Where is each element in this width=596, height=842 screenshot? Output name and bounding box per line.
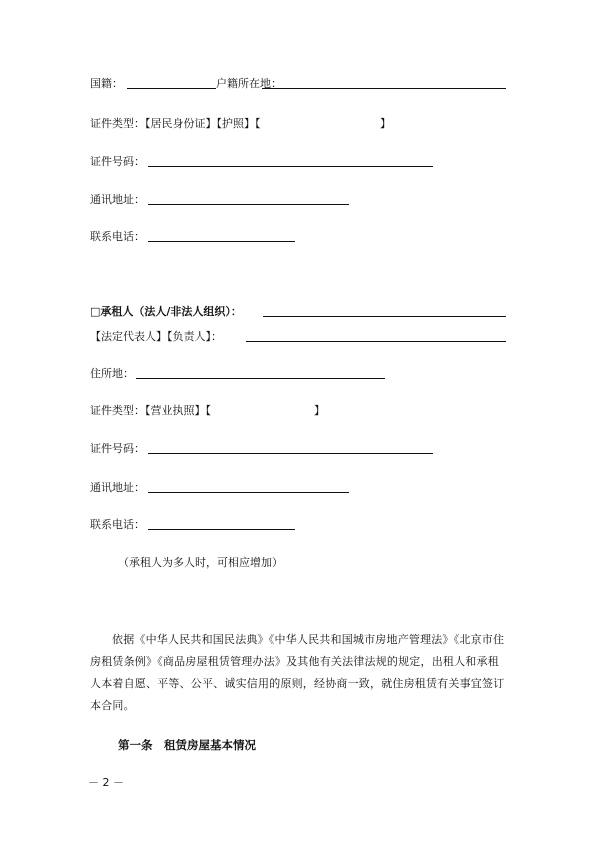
id-type-close: 】 (380, 117, 391, 130)
lessee-rep-blank[interactable] (246, 341, 506, 342)
id-number-blank[interactable] (148, 166, 433, 167)
hukou-label: 户籍所在地： (216, 77, 282, 90)
lessee-phone-blank[interactable] (148, 529, 295, 530)
hukou-blank[interactable] (262, 88, 506, 89)
id-type-label: 证件类型：【居民身份证】【护照】【 (90, 117, 261, 130)
lessee-residence-blank[interactable] (136, 378, 385, 379)
lessee-address-label: 通讯地址： (90, 481, 145, 494)
lessee-note: （承租人为多人时，可相应增加） (118, 556, 283, 569)
lessee-address-blank[interactable] (148, 492, 349, 493)
page-number: － 2 － (88, 776, 124, 789)
nationality-label: 国籍： (90, 77, 123, 90)
lessee-id-number-blank[interactable] (148, 453, 433, 454)
nationality-blank[interactable] (127, 88, 216, 89)
lessee-rep-label: 【法定代表人】【负责人】： (90, 330, 222, 343)
address-blank[interactable] (148, 204, 349, 205)
contract-basis-paragraph: 依据《中华人民共和国民法典》《中华人民共和国城市房地产管理法》《北京市住房租赁条例》《商品房屋租赁管理办法》及其他有关法律法规的规定，出租人和承租人本着自愿、平等、公平、诚实信用的原则，经协商一致，就住房租赁有关事宜签订本合同。 (90, 633, 505, 712)
phone-blank[interactable] (148, 241, 295, 242)
address-label: 通讯地址： (90, 193, 145, 206)
lessee-id-type-close: 】 (314, 404, 325, 417)
article-one-heading: 第一条 租赁房屋基本情况 (118, 738, 256, 752)
id-number-label: 证件号码： (90, 155, 145, 168)
lessee-header: □承租人（法人/非法人组织）： (90, 305, 242, 318)
lessee-name-blank[interactable] (263, 316, 506, 317)
lessee-phone-label: 联系电话： (90, 518, 145, 531)
lessee-residence-label: 住所地： (90, 367, 134, 380)
lessee-id-type-label: 证件类型：【营业执照】【 (90, 404, 211, 417)
phone-label: 联系电话： (90, 230, 145, 243)
lessee-id-number-label: 证件号码： (90, 442, 145, 455)
